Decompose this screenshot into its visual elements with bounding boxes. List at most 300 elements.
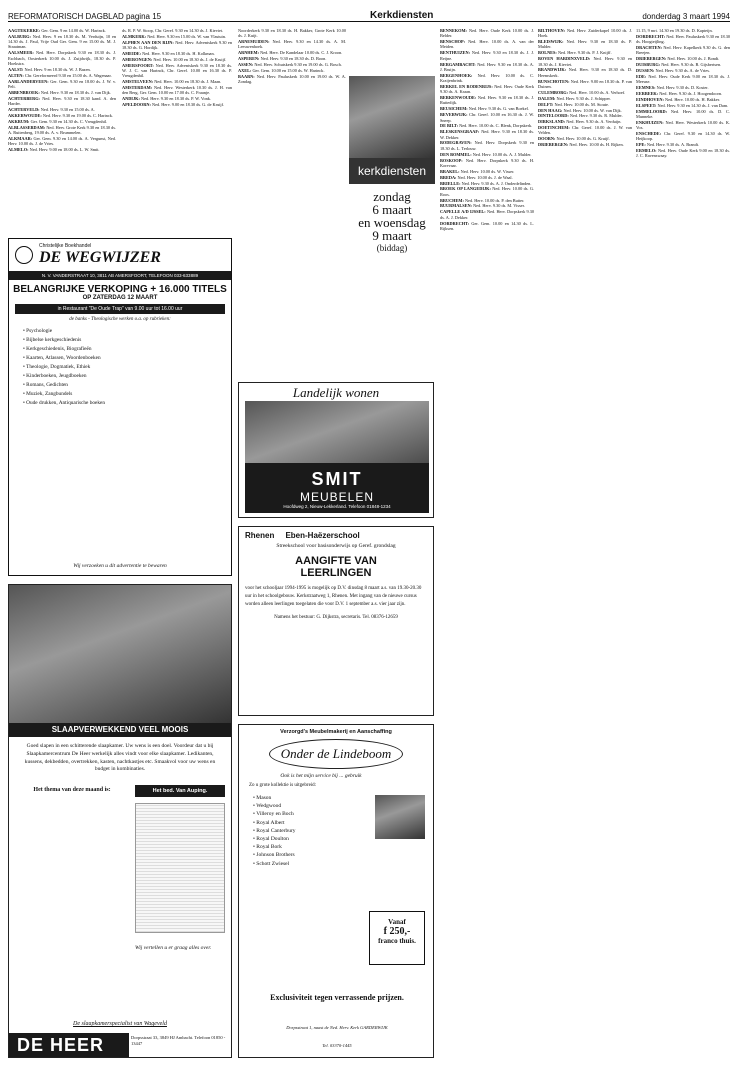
listing-place: EINDHOVEN: bbox=[636, 96, 666, 102]
listing-text: Ned. Herv. Pauluskerk 9.30 en 18.30 ds. Hoogteijling. bbox=[636, 33, 730, 45]
listing-entry bbox=[440, 221, 534, 232]
listing-entry bbox=[636, 85, 730, 90]
listing-place: DUISBURG: bbox=[636, 62, 662, 68]
wegwijzer-tagline: Christelijke Boekhandel bbox=[39, 243, 92, 249]
smit-address: Hoofdweg 2, Nieuw-Lekkerland. Telefoon 01848-1234 bbox=[283, 504, 391, 509]
listing-text: Ned. Herv. Oude Kerk 9.30 ds. A. Kraan. bbox=[440, 83, 534, 95]
listing-entry bbox=[122, 51, 232, 56]
listing-text: Ned. Herv. 9.30 en 18.30 ds. D. Heemskerk. bbox=[538, 67, 632, 78]
lindeboom-brand: • Wedgwood bbox=[253, 803, 282, 810]
listing-text: Ned. Herv. 10.00 ds. H. Rijken. bbox=[569, 142, 624, 148]
de-heer-badge: Het bed. Van Auping. bbox=[135, 785, 225, 797]
listing-text: Ned. Herv. Adventskerk 9.30 en 18.30 ds. W. J. C. van Harinck, Chr. Geref. 10.00 en 16.30 ds. P. Vreugdenhil. bbox=[122, 62, 232, 79]
listing-entry bbox=[440, 123, 534, 128]
lindeboom-brand: • Johnson Brothers bbox=[253, 852, 295, 859]
listing-place: ALPHEN AAN DEN RIJN: bbox=[122, 39, 176, 45]
wegwijzer-ad bbox=[8, 238, 232, 576]
listing-place: AALBURG: bbox=[8, 33, 33, 39]
listing-entry bbox=[8, 28, 116, 33]
listing-entry bbox=[636, 109, 730, 120]
listing-place: BLEISWIJK: bbox=[538, 39, 567, 45]
listing-entry bbox=[538, 102, 632, 107]
listing-place: BROEK OP LANGEDIJK: bbox=[440, 186, 493, 192]
masthead-date: donderdag 3 maart 1994 bbox=[642, 12, 730, 21]
listing-text: Ned. Herv. 10.00 ds. A. J. Mulder. bbox=[472, 151, 532, 157]
listing-place: AALST: bbox=[8, 66, 25, 72]
listing-text: Ned. Herv. 9.30 en 14.30 ds. J. van Dam. bbox=[657, 102, 729, 108]
listing-text: Ger. Gem. 9.30 en 18.00 ds. J. W. v. Pelt. bbox=[8, 78, 116, 89]
lindeboom-brand: • Royal Albert bbox=[253, 819, 285, 826]
listing-text: Ned. Herv. 9.30 en 14.30 ds. A. M. Leeuwenhoek. bbox=[238, 39, 346, 50]
listing-entry bbox=[440, 152, 534, 157]
listing-entry bbox=[440, 112, 534, 123]
listing-place: AXEL: bbox=[238, 68, 253, 74]
listing-text: Ned. Herv. Adventskerk 9.30 en 18.30 ds. G. Hordijk. bbox=[122, 39, 232, 51]
listing-place: BERGAMBACHT: bbox=[440, 61, 478, 67]
listing-text: Ned. Herv. 10.00 ds. M. Stoute. bbox=[554, 101, 610, 107]
listing-entry bbox=[538, 67, 632, 78]
listing-text: Ned. Herv. 9.30 en 19.00 ds. C. Harinck. bbox=[42, 112, 113, 118]
listing-text: Ned. Herv. 9.30 ds. G. van Boekel. bbox=[468, 106, 529, 112]
listing-text: Ned. Herv. 10.00 ds. A. Verhoef. bbox=[569, 89, 626, 95]
service-day-1: zondag bbox=[373, 189, 411, 204]
listing-place: AKKERWOUDE: bbox=[8, 112, 43, 118]
listing-place: DOORN: bbox=[538, 136, 557, 142]
listing-text: Ger. Gem. 9.30 en 14.30 ds. C. Vreugdenhil. bbox=[30, 118, 108, 124]
listing-entry bbox=[636, 91, 730, 96]
listing-column-1 bbox=[8, 28, 116, 248]
listing-place: ACHTERBERG: bbox=[8, 95, 43, 101]
listing-entry bbox=[538, 108, 632, 113]
listing-text: Ned. Herv. Dorpskerk 9.30 en 18.30 ds. J. Eschbach, Oosterkerk 10.00 ds. J. Zuijdwijk, 18.30 ds. P. Hoekstra. bbox=[8, 50, 116, 66]
listing-place: BRANDWIJK: bbox=[538, 67, 569, 73]
listing-place: ASPEREN: bbox=[238, 56, 261, 62]
listing-text: Ned. Herv. 9.30 ds. J. Hoogendoorn. bbox=[659, 91, 723, 97]
listing-entry bbox=[636, 34, 730, 45]
listing-text: Ned. Herv. 10.00 ds. C. Blenk, Dorpskerk. bbox=[459, 123, 533, 129]
listing-place: ALMELO: bbox=[8, 146, 30, 152]
listing-entry bbox=[8, 34, 116, 50]
listing-text: Ned. Herv. 10.00 ds. J. Bondt. bbox=[667, 56, 720, 62]
wegwijzer-venue: in Restaurant "De Oude Trap" van 9.00 uur tot 16.00 uur bbox=[15, 304, 225, 314]
listing-place: DEN HAAG: bbox=[538, 107, 564, 113]
listing-place: DRIEBERGEN: bbox=[538, 142, 570, 148]
listing-text: Ned. Herv. 9.00 en 18.00 ds. L. W. Smit. bbox=[29, 146, 100, 152]
listing-entry bbox=[8, 147, 116, 152]
listing-place: AALSMEER: bbox=[8, 50, 36, 56]
listing-entry bbox=[238, 62, 346, 67]
de-heer-footer: De slaapkamerspecialist van Wageveld bbox=[73, 1021, 167, 1027]
listing-text: Ned. Herv. 9.30 en 15.00 ds. W. van Vlastuin. bbox=[147, 33, 226, 39]
listing-place: BRAKEL: bbox=[440, 168, 461, 174]
listing-place: BERGENHOEK: bbox=[440, 72, 478, 78]
listing-place: DELFT: bbox=[538, 101, 555, 107]
listing-entry bbox=[440, 203, 534, 208]
wegwijzer-address: N. V. VANDERSTRAAT 10, 3811 AB AMERSFOORT, TELEFOON 033-633889 bbox=[9, 271, 231, 280]
listing-entry bbox=[238, 39, 346, 50]
listing-text: Ned. Herv. 10.00 ds. C. Kraijenbrink. bbox=[440, 72, 534, 84]
lindeboom-ask: Zo u grote kollektie is uitgebreid: bbox=[249, 783, 317, 788]
listing-text: Ger. Gem. 10.00 en 14.30 ds. L. Rijksen. bbox=[440, 220, 534, 231]
listing-entry bbox=[8, 107, 116, 112]
listing-entry bbox=[8, 113, 116, 118]
listing-place: EERBEEK: bbox=[636, 91, 660, 97]
listing-entry bbox=[238, 68, 346, 73]
listing-text: Ned. Herv. Zuiderkapel 10.00 ds. J. Hoek. bbox=[538, 28, 632, 39]
listing-place: ALKMAAR: bbox=[8, 135, 34, 141]
kerkdiensten-label: kerkdiensten bbox=[349, 158, 435, 184]
de-heer-headline: SLAAPVERWEKKEND VEEL MOOIS bbox=[9, 723, 231, 737]
wegwijzer-item: • Kaarten, Atlassen, Woordenboeken bbox=[23, 355, 101, 361]
listing-entry bbox=[440, 169, 534, 174]
listing-entry bbox=[636, 45, 730, 56]
listing-text: Ned. Herv. 9.30 en 18.30 ds. P. Mulder. bbox=[538, 39, 632, 50]
listing-text: Ned. Herv. Dorpskerk 9.30 en 18.30 ds. L. Terlouw. bbox=[440, 140, 534, 151]
wegwijzer-item: • Oude drukken, Antiquarische boeken bbox=[23, 400, 106, 406]
listing-place: ENKHUIZEN: bbox=[636, 119, 666, 125]
listing-entry bbox=[8, 50, 116, 66]
listing-entry bbox=[122, 34, 232, 39]
listing-text: Ned. Herv. Westerkerk 10.30 ds. J. H. van den Berg, Ger. Gem. 10.00 en 17.00 ds. C. Fraanje. bbox=[122, 85, 232, 96]
listing-place: BOSKOOP: bbox=[440, 157, 466, 163]
listing-place: AMERONGEN: bbox=[122, 56, 154, 62]
listing-entry bbox=[238, 28, 346, 39]
listing-text: Ned. Herv. 10.00 ds. G. Roos. bbox=[440, 186, 534, 197]
listing-entry bbox=[122, 85, 232, 96]
de-heer-ad bbox=[8, 584, 232, 1058]
listing-entry bbox=[8, 125, 116, 136]
listing-entry bbox=[440, 186, 534, 197]
listing-entry bbox=[440, 106, 534, 111]
listing-text: Ned. Herv. 9.30 ds. J. Schipper. bbox=[556, 95, 611, 101]
section-title: Kerkdiensten bbox=[370, 10, 434, 21]
bedroom-photo bbox=[9, 585, 231, 723]
listing-entry bbox=[8, 90, 116, 95]
listing-entry bbox=[636, 131, 730, 142]
listing-entry bbox=[122, 40, 232, 51]
listing-entry bbox=[122, 79, 232, 84]
listing-entry bbox=[440, 50, 534, 61]
lindeboom-brand: • Royal Bork bbox=[253, 844, 282, 851]
listing-entry bbox=[440, 28, 534, 39]
listing-entry bbox=[440, 140, 534, 151]
listing-place: ERMELO: bbox=[636, 148, 659, 154]
listing-text: Chr. Geref. 9.30 en 14.30 ds. W. Heijkoop. bbox=[636, 131, 730, 142]
listing-entry bbox=[636, 74, 730, 85]
listing-text: Ned. Herv. 10.00 en 18.30 ds. J. de Kruijf. bbox=[153, 56, 227, 62]
de-heer-body: Goed slapen in een schitterende slaapkamer. Uw wens is een doel. Voordeur dat u bij Slaapkamercentrum De Heer werkelijk alles vindt voor elke slaapkamer. Ledikanten, kussens, dekbedden, overtrekken, kasten, nachtkastjes etc. Smaakvol voor uw wens en budget in kombinaties. bbox=[24, 743, 216, 773]
listing-text: Ned. Herv. 9.30 en 18.30 ds. A. J. Bruijn. bbox=[440, 61, 534, 72]
listing-place: BERKEL EN RODENRIJS: bbox=[440, 83, 495, 89]
listing-place: BLESKENSGRAAF: bbox=[440, 129, 482, 135]
listing-text: Ned. Herv. 9.00 en 18.30 ds. G. de Kruijf. bbox=[151, 102, 225, 108]
listing-place: ANDIJK: bbox=[122, 96, 141, 102]
listing-entry bbox=[238, 50, 346, 55]
listing-column-6 bbox=[636, 28, 730, 1058]
listing-place: EDE: bbox=[636, 73, 649, 79]
listing-place: BRUCHEM: bbox=[440, 197, 465, 203]
wegwijzer-logo-icon bbox=[15, 246, 33, 264]
masthead-left: REFORMATORISCH DAGBLAD pagina 15 bbox=[8, 12, 162, 21]
listing-place: BOLNES: bbox=[538, 50, 558, 56]
listing-entry bbox=[238, 74, 346, 85]
listing-place: ALTEN: bbox=[8, 72, 25, 78]
listing-place: BENSCHOP: bbox=[440, 39, 469, 45]
listing-entry bbox=[440, 84, 534, 95]
listing-entry bbox=[440, 181, 534, 186]
listing-place: EEMNES: bbox=[636, 85, 657, 91]
listing-place: BODEGRAVEN: bbox=[440, 140, 475, 146]
listing-entry bbox=[122, 96, 232, 101]
de-heer-cta: Het thema van deze maand is: bbox=[33, 787, 111, 793]
listing-entry bbox=[440, 129, 534, 140]
listing-entry bbox=[538, 136, 632, 141]
listing-place: DRACHTEN: bbox=[636, 45, 664, 51]
listing-text: Ned. Herv. 9.30 en 18.30 kand. A. den Harder. bbox=[8, 95, 116, 107]
listing-text: Ned. Herv. 10.00 ds. W. van Dijk. bbox=[563, 107, 622, 113]
listing-place: ENSCHEDE: bbox=[636, 131, 664, 137]
listing-text: ds. R. P. W. Stoop, Chr. Geref. 9.30 en 14.30 ds. J. Kieviet. bbox=[122, 28, 224, 33]
listing-text: Ned. Herv. 9.30 ds. R. Mulder. bbox=[569, 113, 623, 119]
listing-text: Ned. Herv. 9.30 en 18.30 ds. D. Boon. bbox=[260, 56, 327, 62]
listing-text: Ned. Herv. 9.30 en 18.30 ds. J. van Dijk. bbox=[40, 89, 111, 95]
listing-place: ALMKERK: bbox=[122, 33, 148, 39]
listing-place: BRIELLE: bbox=[440, 180, 462, 186]
listing-place: CULEMBORG: bbox=[538, 89, 570, 95]
listing-text: Chr. Gereformeerd 9.30 en 15.00 ds. A. Wagenaar. bbox=[24, 72, 112, 78]
listing-text: Noorderkerk 9.30 en 18.30 ds. H. Bakker, Grote Kerk 10.00 ds. J. Kuijt. bbox=[238, 28, 346, 39]
listing-entry bbox=[538, 79, 632, 90]
listing-place: ABBENBROEK: bbox=[8, 89, 41, 95]
lindeboom-tel: Tel. 03370-1445 bbox=[322, 1043, 352, 1048]
lindeboom-brand: • Villeroy en Boch bbox=[253, 811, 294, 818]
price-note: franco thuis. bbox=[378, 937, 416, 945]
listing-entry bbox=[538, 90, 632, 95]
wegwijzer-item: • Psychologie bbox=[23, 328, 53, 334]
newspaper-page bbox=[8, 6, 730, 1062]
listing-entry bbox=[636, 62, 730, 67]
lindeboom-brand: • Mason bbox=[253, 795, 272, 801]
listing-text: Ned. Herv. Oude Kerk 9.00 en 18.30 ds. J. C. Ravenswaay. bbox=[636, 148, 730, 159]
service-date-1: 6 maart bbox=[372, 202, 412, 217]
lindeboom-photo bbox=[375, 795, 425, 839]
listing-place: AMSTELVEEN: bbox=[122, 79, 155, 85]
wegwijzer-item: • Muziek, Zangbundels bbox=[23, 391, 73, 397]
listing-text: Ger. Gem. 10.00 en 15.00 ds. W. Harinck. bbox=[252, 68, 325, 74]
listing-column-4 bbox=[440, 28, 534, 1058]
rhenen-headline: AANGIFTE VAN LEERLINGEN bbox=[295, 555, 377, 579]
listing-entry bbox=[440, 39, 534, 50]
listing-text: Ned. Herv. 10.00 ds. P. den Butter. bbox=[464, 197, 525, 203]
listing-text: Ned. Herv. 9.30 ds. A. Brandt. bbox=[646, 142, 699, 148]
listing-place: AMSTERDAM: bbox=[122, 85, 154, 91]
rhenen-body: voor het schooljaar 1994-1995 is mogelijk op D.V. dinsdag 8 maart a.s. van 19.30-20.30 uur in het schoolgebouw. Kerkstraatweg 1, Rhenen. Met ingang van de nieuwe cursus worden alleen leerlingen toegelaten die voor D.V. 1 september a.s. vier jaar zijn. bbox=[245, 586, 422, 607]
masthead bbox=[8, 6, 730, 22]
listing-text: Ned. Herv. 9.30 en 18.30 ds. J. Kieviet. bbox=[538, 56, 632, 67]
listing-text: Ned. Herv. 10.00 ds. H. Bakker. bbox=[665, 96, 720, 102]
listing-place: DUSSEN: bbox=[636, 68, 656, 74]
listing-entry bbox=[538, 119, 632, 124]
listing-entry bbox=[440, 95, 534, 106]
smit-sub: MEUBELEN bbox=[299, 490, 375, 504]
listing-text: Ned. Herv. Dorpskerk 9.30 ds. H. Korevaar. bbox=[440, 157, 534, 168]
listing-text: Ned. Herv. Kapelkerk 9.30 ds. G. den Breejen. bbox=[636, 45, 730, 56]
listing-text: Ned. Herv. Schutskerk 9.30 en 19.00 ds. G. Bosch. bbox=[254, 62, 342, 68]
listing-entry bbox=[538, 142, 632, 147]
listing-place: ARNEMUIDEN: bbox=[238, 39, 273, 45]
lindeboom-top: Verzorgd's Meubelmakerij en Aanschaffing bbox=[280, 729, 392, 735]
listing-text: Ned. Herv. 9.30 ds. D. Koster. bbox=[656, 85, 709, 91]
listing-text: Ger. Gem. 9.30 en 14.00 ds. A. Vergunst, Ned. Herv. 10.00 ds. J. de Vries. bbox=[8, 135, 116, 147]
listing-text: Ned. Herv. Westerkerk 10.00 ds. K. Vos. bbox=[636, 119, 730, 131]
price-label: Vanaf bbox=[388, 918, 406, 926]
listing-place: ALBLASSERDAM: bbox=[8, 124, 47, 130]
church-photo bbox=[349, 76, 435, 158]
service-note: (biddag) bbox=[376, 243, 408, 253]
de-heer-brand: DE HEER bbox=[9, 1033, 129, 1057]
listing-place: APELDOORN: bbox=[122, 102, 152, 108]
listing-place: DORDRECHT: bbox=[440, 220, 472, 226]
listing-entry bbox=[538, 39, 632, 50]
de-heer-address: Dorpsstraat 33, 3849 HJ Ambacht. Telefoon 01850 - 13447 bbox=[131, 1035, 226, 1046]
smit-brand: SMIT bbox=[311, 469, 363, 489]
listing-place: ARNHEM: bbox=[238, 50, 261, 56]
listing-place: DOETINCHEM: bbox=[538, 125, 573, 131]
wegwijzer-item: • Kerkgeschiedenis, Biografieën bbox=[23, 346, 92, 352]
listing-text: Ned. Herv. 10.00 ds. G. Kruijf. bbox=[556, 136, 610, 142]
listing-entry bbox=[636, 120, 730, 131]
listing-entry bbox=[538, 113, 632, 118]
wegwijzer-footer: Wij verzoeken u dit advertentie te bewaren bbox=[73, 563, 167, 569]
listing-place: BAARN: bbox=[238, 73, 257, 79]
lindeboom-quote: Ook is het mijn service bij ... gebruik bbox=[280, 773, 362, 779]
listing-column-3 bbox=[238, 28, 346, 238]
listing-place: DIRKSLAND: bbox=[538, 119, 567, 125]
lindeboom-address: Dorpsstraat 1, naast de Ned. Herv. Kerk GARDERWIJK bbox=[286, 1025, 388, 1030]
service-day-2: en woensdag bbox=[358, 215, 426, 230]
listing-place: DALEM: bbox=[538, 95, 557, 101]
listing-text: Ned. Herv. De Kandelaar 10.00 ds. C. J. Kroon. bbox=[260, 50, 343, 56]
rhenen-sub: Streekschool voor basisonderwijs op Geref. grondslag bbox=[276, 543, 396, 549]
lindeboom-brand: • Royal Canterbury bbox=[253, 827, 296, 834]
listing-text: Ned. Herv. 9.30 en 15.00 ds. A. bbox=[40, 106, 95, 112]
wegwijzer-item: • Kinderboeken, Jeugdboeken bbox=[23, 373, 87, 379]
smit-title: Landelijk wonen bbox=[292, 385, 380, 400]
listing-place: BENTHUIZEN: bbox=[440, 50, 472, 56]
lindeboom-logo: Onder de Lindeboom bbox=[269, 739, 403, 769]
listing-entry bbox=[538, 56, 632, 67]
listing-text: Ned. Herv. 9.30 ds. A. Verduijn. bbox=[566, 119, 622, 125]
service-date-2: 9 maart bbox=[372, 228, 412, 243]
listing-entry bbox=[8, 67, 116, 72]
listing-place: BENNEKOM: bbox=[440, 28, 470, 33]
listing-entry bbox=[636, 28, 730, 33]
listing-entry bbox=[538, 96, 632, 101]
listing-text: Ned. Herv. Dorpskerk 9.30 ds. A. J. Dekker. bbox=[440, 209, 534, 220]
wegwijzer-intro: de banks - Theologische werken o.a. op rubrieken: bbox=[69, 317, 171, 322]
listing-place: DE BILT: bbox=[440, 123, 460, 129]
listing-text: Ned. Herv. 9.30 ds. A. J. Onderdelinden. bbox=[461, 180, 532, 186]
listing-entry bbox=[122, 57, 232, 62]
listing-text: Ned. Herv. 9.30 ds. M. Visser. bbox=[473, 203, 525, 209]
listing-entry bbox=[440, 73, 534, 84]
listing-place: ASSEN: bbox=[238, 62, 255, 68]
listing-entry bbox=[238, 56, 346, 61]
wegwijzer-item: • Bijbelse kerkgeschiedenis bbox=[23, 337, 82, 343]
listing-entry bbox=[8, 79, 116, 90]
listing-entry bbox=[636, 68, 730, 73]
listing-text: Ned. Herv. 9.30 en 18.30 ds. P. W. Vonk. bbox=[140, 96, 211, 102]
listing-text: Ned. Herv. 9.30 en 18.30 ds. J. J. Reijne. bbox=[440, 50, 534, 61]
listing-entry bbox=[8, 73, 116, 78]
listing-text: Ned. Herv. Oude Kerk 10.00 ds. J. Belder. bbox=[440, 28, 534, 39]
listing-text: Ned. Herv. 9.30 ds. B. Gijsbertsen. bbox=[661, 62, 722, 68]
lindeboom-ad bbox=[238, 724, 434, 1058]
listing-entry bbox=[636, 142, 730, 147]
listing-place: BREDA: bbox=[440, 174, 458, 180]
listing-text: Ned. Herv. 9 en 18.30 ds. M. Verduijn, 10 en 14.30 ds. J. Paul, Vrije Oud Ger. Gem. 9 en 15.00 ds. M. J. Straatman. bbox=[8, 33, 116, 50]
listing-column-5 bbox=[538, 28, 632, 1058]
listing-entry bbox=[440, 158, 534, 169]
listing-place: AKKRUM: bbox=[8, 118, 31, 124]
wegwijzer-item: • Theologie, Dogmatiek, Ethiek bbox=[23, 364, 91, 370]
wegwijzer-date: OP ZATERDAG 12 MAART bbox=[82, 295, 158, 301]
listing-text: Ned. Herv. 10.00 ds. W. Visser. bbox=[460, 168, 515, 174]
rhenen-ad bbox=[238, 526, 434, 716]
listing-place: BUURMALSEN: bbox=[440, 203, 474, 209]
de-heer-side: Wij vertellen u er graag alles over. bbox=[135, 945, 212, 951]
smit-ad bbox=[238, 382, 434, 518]
listing-entry bbox=[636, 56, 730, 61]
listing-place: DRIEBERGEN: bbox=[636, 56, 668, 62]
listing-entry bbox=[8, 96, 116, 107]
listing-place: AARLANDERVEEN: bbox=[8, 78, 51, 84]
listing-place: DORDRECHT: bbox=[636, 33, 667, 39]
listing-entry bbox=[122, 102, 232, 107]
listing-text: Ned. Herv. Oude Kerk 9.00 en 18.30 ds. J. Meeuse. bbox=[636, 73, 730, 85]
listing-entry bbox=[538, 125, 632, 136]
rhenen-header: Rhenen Eben-Haëzerschool bbox=[245, 531, 360, 540]
listing-text: Ned. Herv. 10.00 ds. A. van der Meiden. bbox=[440, 39, 534, 50]
listing-place: ACHTERVELD: bbox=[8, 106, 41, 112]
listing-place: EMMELOORD: bbox=[636, 108, 671, 114]
listing-text: 11.15, 9 mrt. 14.30 en 19.30 ds. D. Kapteijn. bbox=[636, 28, 713, 33]
listing-place: AMEIDE: bbox=[122, 50, 143, 56]
listing-text: Chr. Geref. 10.00 ds. J. W. van Velden. bbox=[538, 125, 632, 136]
rhenen-contact: Namens het bestuur: G. Dijkstra, secretaris. Tel. 08376-12659 bbox=[274, 615, 398, 620]
kerkdiensten-box bbox=[349, 158, 435, 308]
wegwijzer-headline: BELANGRIJKE VERKOPING + 16.000 TITELS bbox=[13, 284, 227, 295]
listing-place: BEVERWIJK: bbox=[440, 112, 470, 118]
listing-place: BUNSCHOTEN: bbox=[538, 78, 571, 84]
wegwijzer-brand: DE WEGWIJZER bbox=[39, 249, 161, 266]
listing-place: CAPELLE A/D IJSSEL: bbox=[440, 209, 487, 215]
bed-illustration bbox=[135, 803, 225, 933]
listing-place: BERKENWOUDE: bbox=[440, 95, 478, 101]
wegwijzer-item-list bbox=[9, 325, 231, 410]
listing-text: Chr. Geref. 10.00 en 16.30 ds. J. W. Sneep. bbox=[440, 112, 534, 123]
listing-entry bbox=[440, 62, 534, 73]
listing-entry bbox=[8, 136, 116, 147]
lindeboom-claim: Exclusiviteit tegen verrassende prijzen. bbox=[270, 993, 404, 1002]
listing-entry bbox=[538, 50, 632, 55]
listing-entry bbox=[538, 28, 632, 39]
listing-place: EPE: bbox=[636, 142, 647, 148]
listing-place: BILTHOVEN: bbox=[538, 28, 567, 33]
listing-text: Ned. Herv. 9.30 en 18.30 ds. W. Dekker. bbox=[440, 129, 534, 140]
listing-place: AAGTEKERKE: bbox=[8, 28, 42, 33]
listing-place: BEUSICHEM: bbox=[440, 106, 469, 112]
